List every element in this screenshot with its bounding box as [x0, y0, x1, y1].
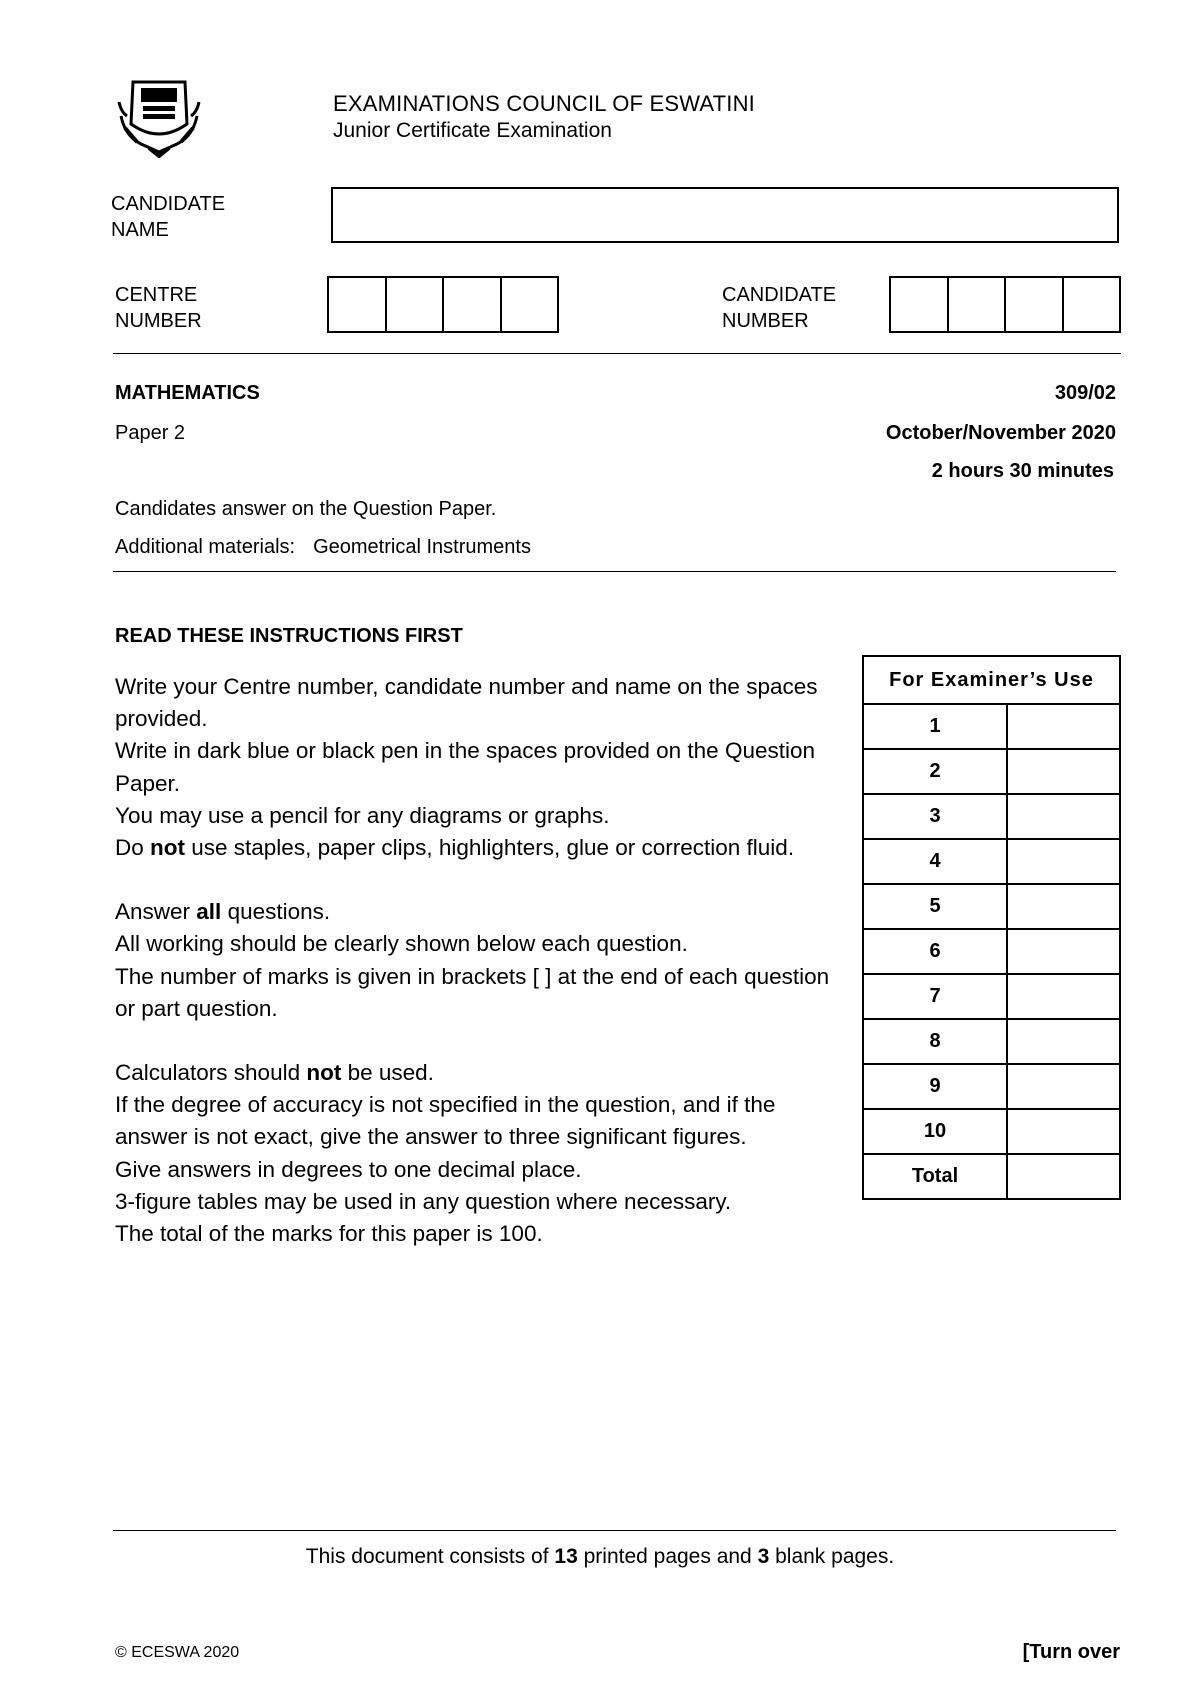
exam-session: October/November 2020	[885, 422, 1116, 444]
instruction-line: Do not use staples, paper clips, highlighters, glue or correction fluid.	[115, 835, 795, 861]
mark-cell[interactable]	[1007, 974, 1120, 1019]
centre-number-field[interactable]	[327, 276, 559, 333]
question-number: 9	[863, 1064, 1007, 1109]
question-number: 8	[863, 1019, 1007, 1064]
exam-title: Junior Certificate Examination	[333, 119, 612, 142]
candidate-digit-box[interactable]	[1064, 278, 1120, 331]
mark-cell[interactable]	[1007, 749, 1120, 794]
instruction-line: Give answers in degrees to one decimal place.	[115, 1156, 582, 1182]
exam-duration: 2 hours 30 minutes	[931, 460, 1114, 482]
examiner-table-row	[863, 1154, 1120, 1199]
question-number: 2	[863, 749, 1007, 794]
council-title: EXAMINATIONS COUNCIL OF ESWATINI	[333, 91, 755, 116]
mark-cell[interactable]	[1007, 1109, 1120, 1154]
paper-code: 309/02	[1054, 382, 1116, 404]
examiner-table-row	[863, 794, 1120, 839]
candidate-name-label: CANDIDATE NAME	[111, 193, 226, 241]
instruction-line: Write your Centre number, candidate number and name on the spaces provided.	[115, 674, 818, 732]
centre-digit-box[interactable]	[387, 278, 445, 331]
instruction-line: The number of marks is given in brackets [ ] at the end of each question or part question.	[115, 963, 830, 1021]
page-count-note: This document consists of 13 printed pages and 3 blank pages.	[305, 1545, 895, 1568]
divider	[113, 1530, 1116, 1531]
additional-materials: Additional materials: Geometrical Instruments	[115, 536, 531, 558]
instructions-heading: READ THESE INSTRUCTIONS FIRST	[115, 625, 463, 647]
instruction-line: You may use a pencil for any diagrams or graphs.	[115, 802, 610, 828]
instruction-line: 3-figure tables may be used in any question where necessary.	[115, 1188, 732, 1214]
candidate-digit-box[interactable]	[949, 278, 1007, 331]
candidate-digit-box[interactable]	[891, 278, 949, 331]
paper-number: Paper 2	[115, 422, 186, 444]
mark-cell[interactable]	[1007, 1064, 1120, 1109]
question-number: 10	[863, 1109, 1007, 1154]
question-number: 5	[863, 884, 1007, 929]
examiner-table-title: For Examiner’s Use	[863, 656, 1120, 704]
candidate-number-label: CANDIDATE NUMBER	[722, 284, 837, 332]
answer-on-note: Candidates answer on the Question Paper.	[115, 498, 497, 520]
council-crest-icon	[115, 72, 203, 158]
divider	[113, 353, 1121, 354]
question-number: 7	[863, 974, 1007, 1019]
instruction-line: The total of the marks for this paper is 100.	[115, 1221, 543, 1247]
copyright: © ECESWA 2020	[115, 1644, 240, 1661]
centre-digit-box[interactable]	[444, 278, 502, 331]
question-number: 1	[863, 704, 1007, 749]
question-number: Total	[863, 1154, 1007, 1199]
mark-cell[interactable]	[1007, 884, 1120, 929]
instruction-line: Answer all questions.	[115, 899, 331, 925]
examiner-table-row	[863, 1064, 1120, 1109]
centre-number-label: CENTRE NUMBER	[115, 284, 202, 332]
subject-title: MATHEMATICS	[115, 382, 260, 404]
mark-cell[interactable]	[1007, 794, 1120, 839]
instructions-body	[115, 671, 845, 1250]
candidate-digit-box[interactable]	[1006, 278, 1064, 331]
examiner-table-row	[863, 884, 1120, 929]
mark-cell[interactable]	[1007, 839, 1120, 884]
examiner-table-row	[863, 974, 1120, 1019]
examiner-table-row	[863, 1019, 1120, 1064]
examiner-table-row	[863, 704, 1120, 749]
mark-cell[interactable]	[1007, 1154, 1120, 1199]
mark-cell[interactable]	[1007, 704, 1120, 749]
centre-digit-box[interactable]	[502, 278, 558, 331]
question-number: 4	[863, 839, 1007, 884]
instruction-line: If the degree of accuracy is not specified in the question, and if the answer is not exact, give the answer to three significant figures.	[115, 1092, 776, 1150]
question-number: 6	[863, 929, 1007, 974]
instruction-line: Write in dark blue or black pen in the spaces provided on the Question Paper.	[115, 738, 815, 796]
examiner-table-row	[863, 1109, 1120, 1154]
centre-digit-box[interactable]	[329, 278, 387, 331]
examiner-table-row	[863, 929, 1120, 974]
candidate-number-field[interactable]	[889, 276, 1121, 333]
question-number: 3	[863, 794, 1007, 839]
candidate-name-field[interactable]	[331, 187, 1119, 243]
turn-over-label: [Turn over	[1022, 1641, 1120, 1663]
examiner-table-row	[863, 839, 1120, 884]
examiner-table-row	[863, 749, 1120, 794]
mark-cell[interactable]	[1007, 1019, 1120, 1064]
mark-cell[interactable]	[1007, 929, 1120, 974]
instruction-line: All working should be clearly shown below each question.	[115, 931, 688, 957]
instruction-line: Calculators should not be used.	[115, 1060, 434, 1086]
divider	[113, 571, 1116, 572]
examiner-use-table	[862, 655, 1121, 1200]
